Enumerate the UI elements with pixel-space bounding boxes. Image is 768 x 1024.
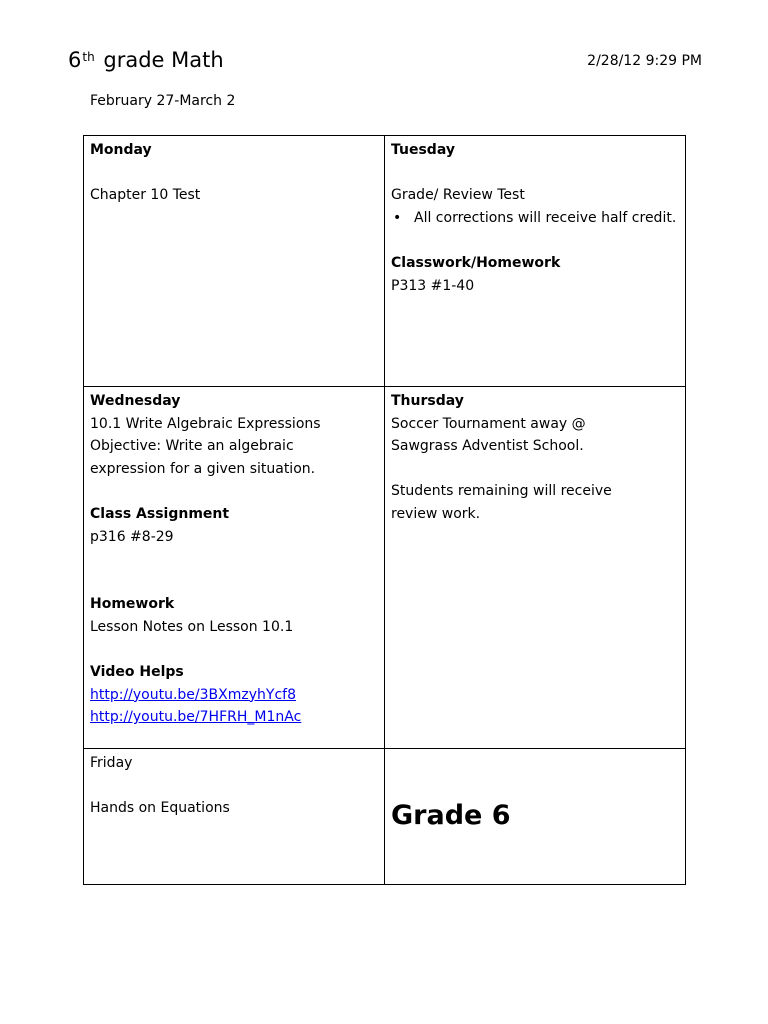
- friday-activity: Hands on Equations: [90, 800, 230, 817]
- tuesday-classwork: P313 #1-40: [391, 277, 475, 294]
- timestamp: 2/28/12 9:29 PM: [587, 53, 702, 69]
- tuesday-bullet-text: All corrections will receive half credit.: [414, 209, 677, 226]
- video-link-2[interactable]: http://youtu.be/7HFRH_M1nAc: [90, 709, 302, 726]
- tuesday-cell: [385, 136, 686, 387]
- wednesday-heading: Wednesday: [90, 393, 181, 409]
- page-header: [68, 44, 702, 76]
- tuesday-bullet-list: [391, 207, 678, 230]
- homework: Lesson Notes on Lesson 10.1: [90, 618, 294, 635]
- wednesday-lesson: 10.1 Write Algebraic Expressions: [90, 415, 321, 432]
- thursday-line-3: Students remaining will receive: [391, 483, 612, 500]
- tuesday-heading: Tuesday: [391, 142, 455, 158]
- friday-cell: [84, 749, 385, 885]
- class-assignment-heading: Class Assignment: [90, 505, 230, 522]
- class-assignment: p316 #8-29: [90, 528, 174, 545]
- thursday-heading: Thursday: [391, 393, 464, 409]
- tuesday-classwork-heading: Classwork/Homework: [391, 254, 561, 271]
- grade-cell: [385, 749, 686, 885]
- thursday-line-2: Sawgrass Adventist School.: [391, 438, 584, 455]
- homework-heading: Homework: [90, 596, 175, 613]
- thursday-line-4: review work.: [391, 505, 481, 522]
- date-range: February 27-March 2: [90, 93, 236, 109]
- title-text: grade Math: [103, 48, 224, 72]
- title-number: 6: [68, 48, 82, 72]
- grade-label: Grade 6: [391, 800, 511, 831]
- friday-heading: Friday: [90, 755, 133, 771]
- table-row: [84, 387, 686, 749]
- thursday-cell: [385, 387, 686, 749]
- wednesday-cell: [84, 387, 385, 749]
- table-row: [84, 136, 686, 387]
- wednesday-objective-line-1: Objective: Write an algebraic: [90, 438, 294, 455]
- wednesday-objective-line-2: expression for a given situation.: [90, 460, 316, 477]
- monday-activity: Chapter 10 Test: [90, 187, 201, 204]
- list-item: [391, 207, 678, 230]
- tuesday-activity: Grade/ Review Test: [391, 187, 525, 204]
- monday-heading: Monday: [90, 142, 152, 158]
- table-row: [84, 749, 686, 885]
- bullet-icon: •: [393, 209, 402, 226]
- monday-cell: [84, 136, 385, 387]
- video-link-1[interactable]: http://youtu.be/3BXmzyhYcf8: [90, 686, 296, 703]
- schedule-table: [83, 135, 686, 885]
- video-helps-heading: Video Helps: [90, 664, 184, 681]
- page-title: [68, 46, 224, 74]
- thursday-line-1: Soccer Tournament away @: [391, 415, 586, 432]
- title-superscript: th: [82, 50, 95, 64]
